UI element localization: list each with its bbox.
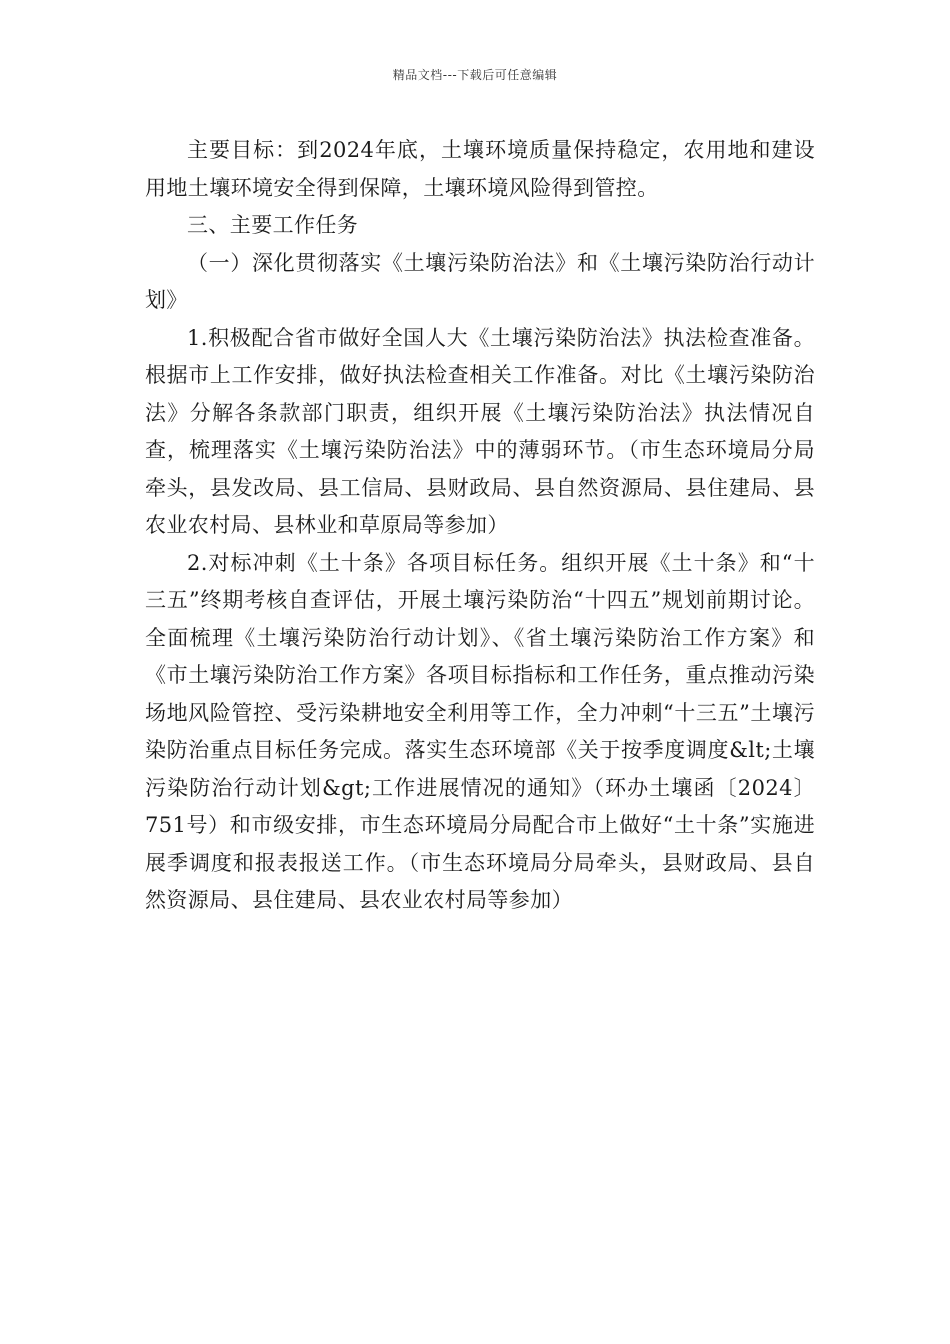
subsection-heading-1: （一）深化贯彻落实《土壤污染防治法》和《土壤污染防治行动计划》 [145,250,815,312]
paragraph-item-1: 1.积极配合省市做好全国人大《土壤污染防治法》执法检查准备。根据市上工作安排，做好执法检查相关工作准备。对比《土壤污染防治法》分解各条款部门职责，组织开展《土壤污染防治法》执法情况自查，梳理落实《土壤污染防治法》中的薄弱环节。（市生态环境局分局牵头，县发改局、县工信局、县财政局、县自然资源局、县住建局、县农业农村局、县林业和草原局等参加） [145,325,815,537]
paragraph-main-goal: 主要目标：到2024年底，土壤环境质量保持稳定，农用地和建设用地土壤环境安全得到保障，土壤环境风险得到管控。 [145,138,815,200]
page-header: 精品文档---下载后可任意编辑 [392,68,558,82]
document-body [145,132,815,920]
paragraph-item-2: 2.对标冲刺《土十条》各项目标任务。组织开展《土十条》和“十三五”终期考核自查评估，开展土壤污染防治“十四五”规划前期讨论。全面梳理《土壤污染防治行动计划》、《省土壤污染防治工作方案》和《市土壤污染防治工作方案》各项目标指标和工作任务，重点推动污染场地风险管控、受污染耕地安全利用等工作，全力冲刺“十三五”土壤污染防治重点目标任务完成。落实生态环境部《关于按季度调度&lt;土壤污染防治行动计划&gt;工作进展情况的通知》（环办土壤函〔2024〕751号）和市级安排，市生态环境局分局配合市上做好“土十条”实施进展季调度和报表报送工作。（市生态环境局分局牵头，县财政局、县自然资源局、县住建局、县农业农村局等参加） [145,550,815,912]
section-heading-main-tasks: 三、主要工作任务 [187,213,359,237]
